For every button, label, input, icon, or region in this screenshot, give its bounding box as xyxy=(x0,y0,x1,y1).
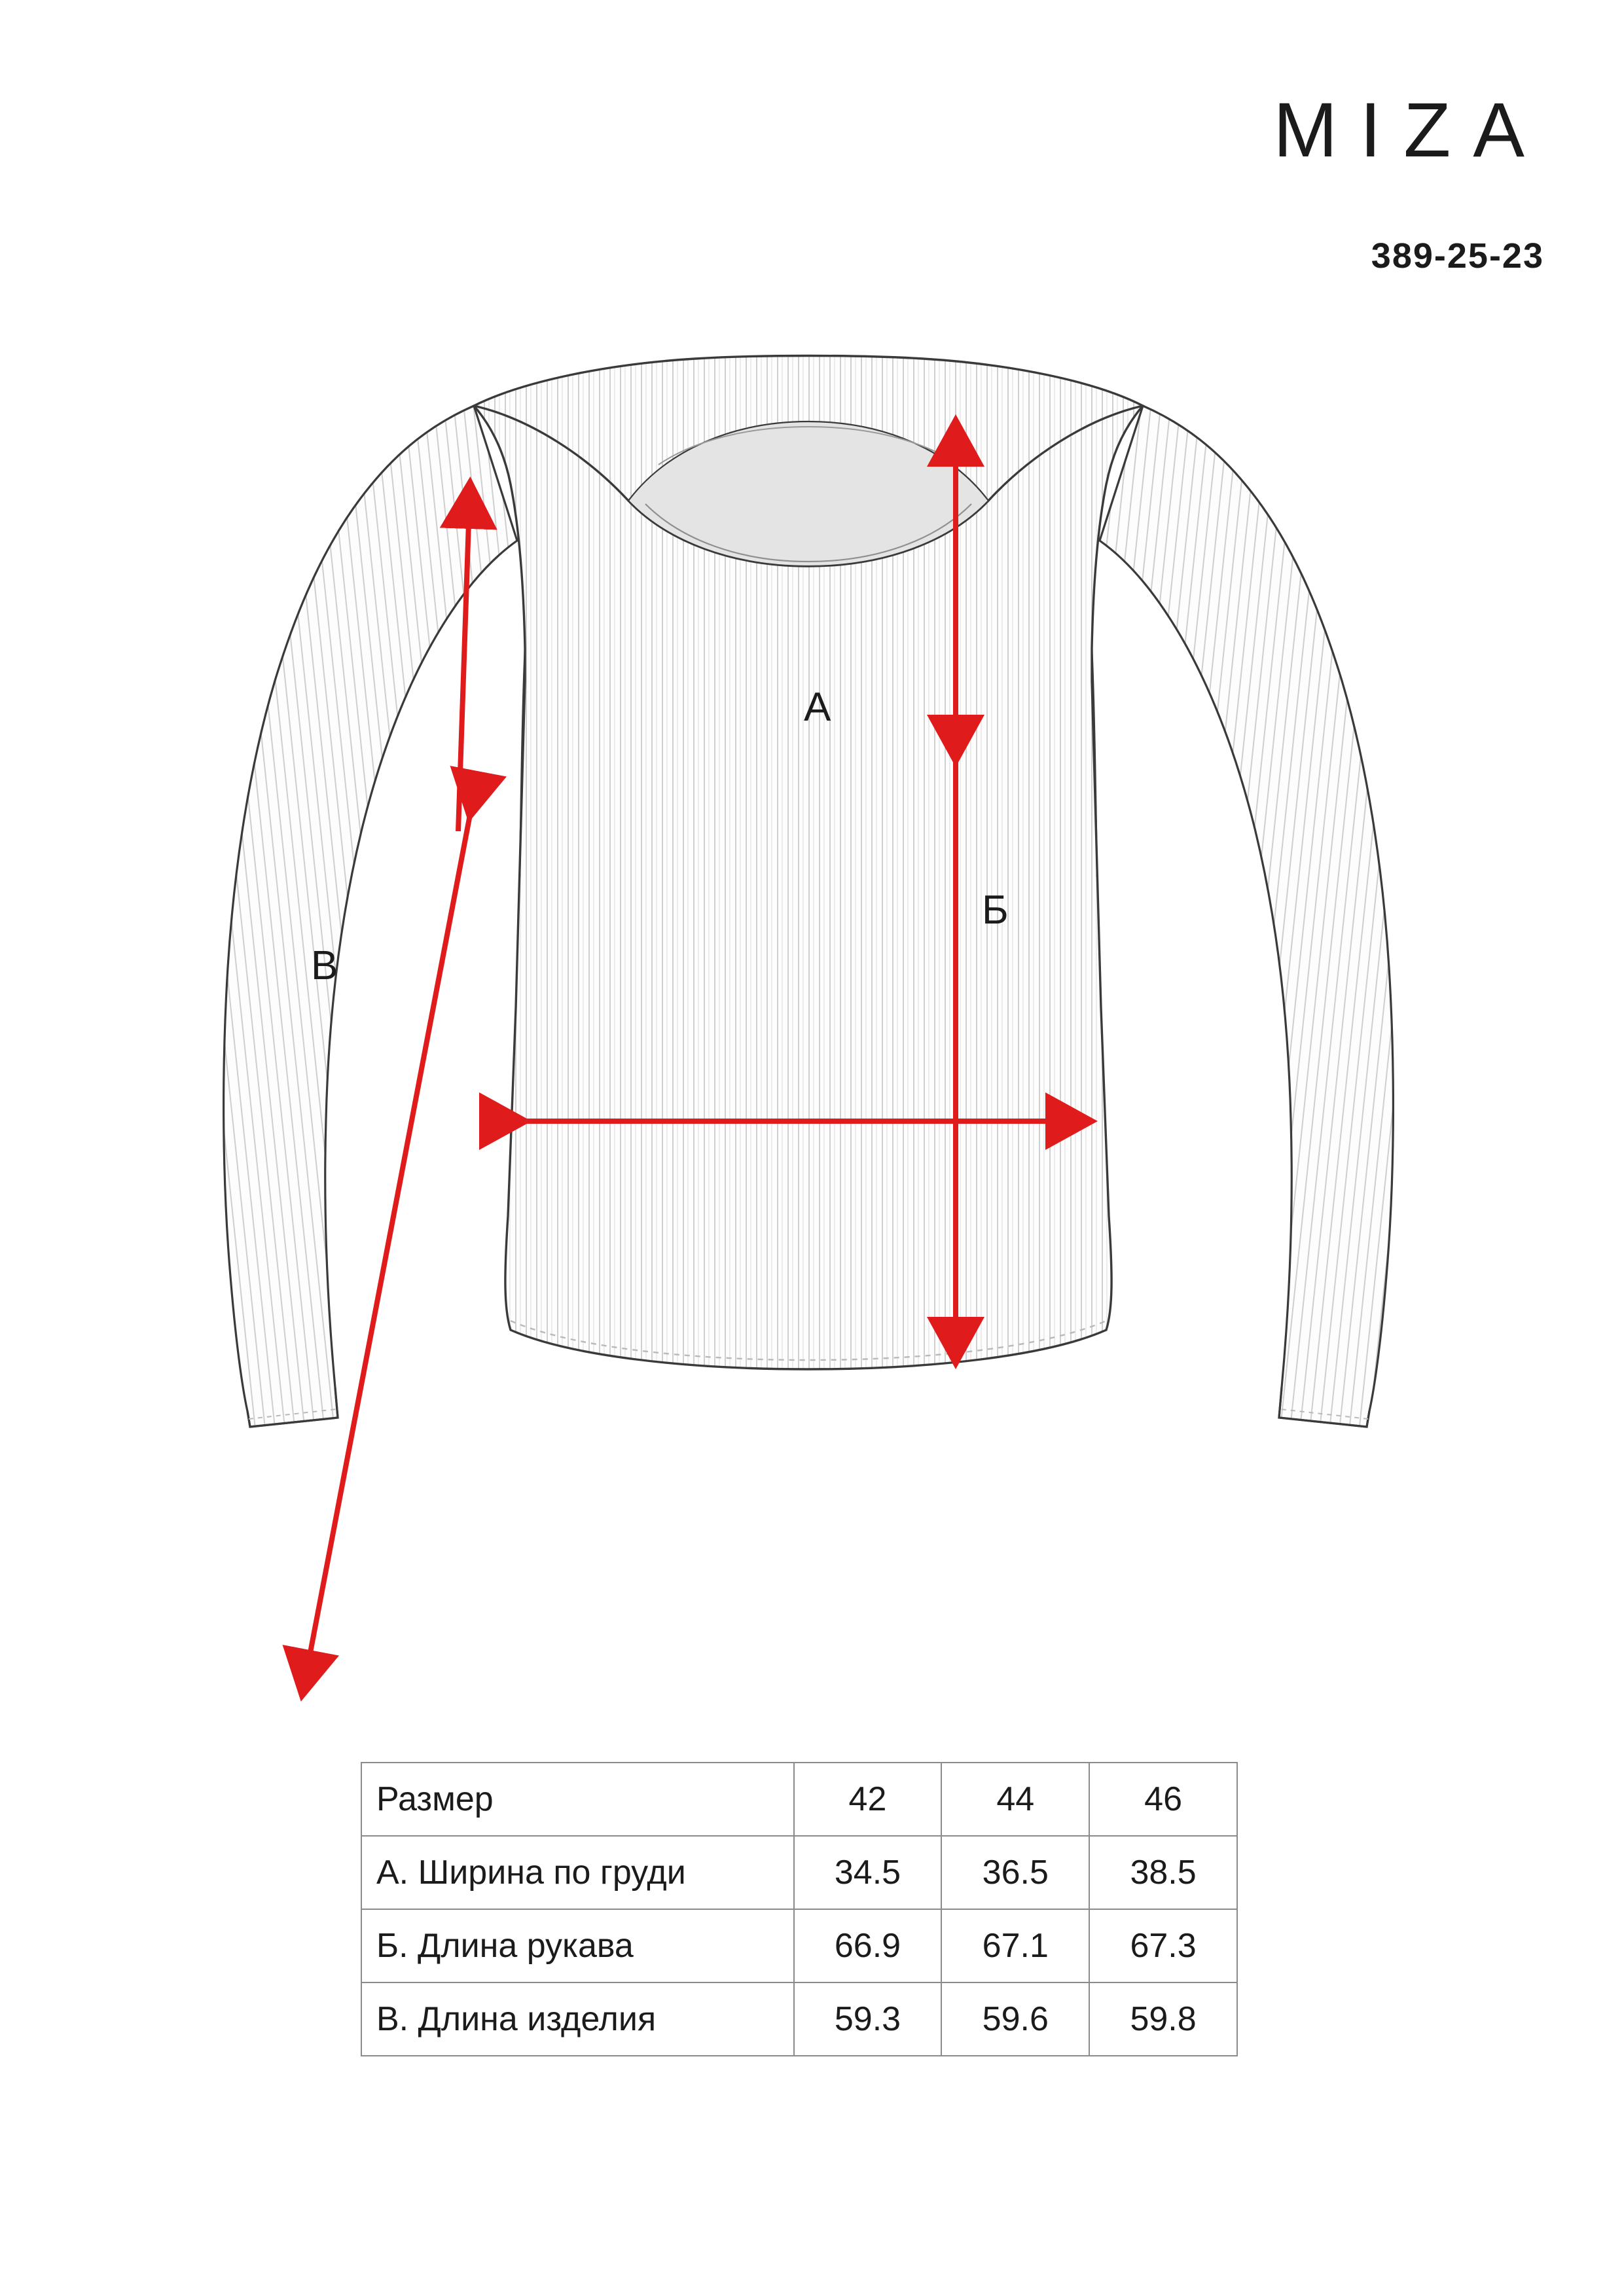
row-label-product-length: В. Длина изделия xyxy=(361,1982,794,2056)
table-row xyxy=(361,1982,1237,2056)
brand-logo: MIZA xyxy=(1273,87,1547,173)
measure-label-v: В xyxy=(311,943,338,988)
cell-length-42: 59.3 xyxy=(794,1982,942,2056)
cell-length-44: 59.6 xyxy=(941,1982,1089,2056)
garment-shape xyxy=(224,356,1394,1427)
measure-label-a: А xyxy=(804,685,831,730)
table-header-size-46: 46 xyxy=(1089,1763,1237,1836)
size-table-wrapper xyxy=(361,1762,1238,2056)
garment-technical-drawing xyxy=(0,340,1624,1734)
table-header-name: Размер xyxy=(361,1763,794,1836)
cell-sleeve-42: 66.9 xyxy=(794,1909,942,1982)
table-header-size-42: 42 xyxy=(794,1763,942,1836)
table-row xyxy=(361,1836,1237,1909)
cell-chest-44: 36.5 xyxy=(941,1836,1089,1909)
size-table xyxy=(361,1762,1238,2056)
table-header-size-44: 44 xyxy=(941,1763,1089,1836)
row-label-chest-width: А. Ширина по груди xyxy=(361,1836,794,1909)
cell-sleeve-44: 67.1 xyxy=(941,1909,1089,1982)
measure-label-b: Б xyxy=(982,888,1009,933)
row-label-sleeve-length: Б. Длина рукава xyxy=(361,1909,794,1982)
cell-chest-46: 38.5 xyxy=(1089,1836,1237,1909)
table-header-row xyxy=(361,1763,1237,1836)
cell-sleeve-46: 67.3 xyxy=(1089,1909,1237,1982)
article-number: 389-25-23 xyxy=(1371,236,1544,276)
cell-length-46: 59.8 xyxy=(1089,1982,1237,2056)
cell-chest-42: 34.5 xyxy=(794,1836,942,1909)
table-row xyxy=(361,1909,1237,1982)
